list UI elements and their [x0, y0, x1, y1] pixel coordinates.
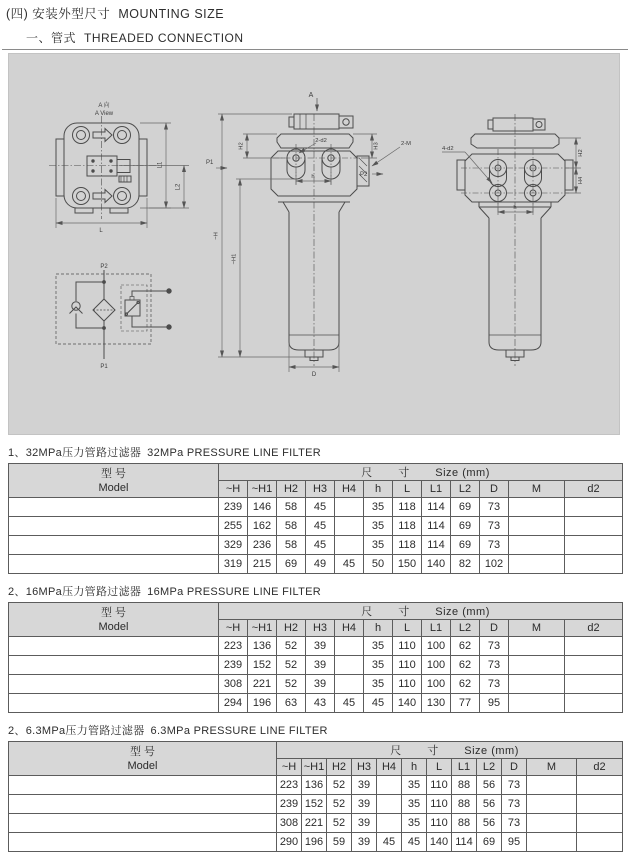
size-header-en: Size (mm): [464, 745, 519, 757]
model-header: [9, 603, 219, 637]
size-value-cell: 239: [219, 498, 248, 517]
column-header-L2: L2: [451, 620, 480, 637]
table-row: [9, 776, 623, 795]
size-value-cell: [509, 555, 565, 574]
model-cell: [9, 795, 277, 814]
size-value-cell: 114: [422, 498, 451, 517]
size-value-cell: 35: [402, 776, 427, 795]
size-value-cell: 69: [477, 833, 502, 852]
page-title: [6, 4, 630, 22]
model-cell: [9, 517, 219, 536]
size-value-cell: [335, 637, 364, 656]
caption-cn: 1、32MPa压力管路过滤器: [8, 447, 142, 459]
dim-h1-label: ~H1: [231, 253, 238, 265]
size-value-cell: 221: [248, 675, 277, 694]
size-value-cell: 56: [477, 795, 502, 814]
size-header-en: Size (mm): [435, 606, 490, 618]
caption-en: 32MPa PRESSURE LINE FILTER: [147, 447, 322, 459]
size-value-cell: 52: [277, 675, 306, 694]
side-view-drawing: [442, 114, 584, 366]
size-value-cell: 45: [335, 555, 364, 574]
size-value-cell: 50: [364, 555, 393, 574]
size-value-cell: 39: [352, 776, 377, 795]
column-header-L: L: [393, 481, 422, 498]
size-value-cell: 88: [452, 814, 477, 833]
size-value-cell: 221: [302, 814, 327, 833]
size-value-cell: 73: [502, 814, 527, 833]
size-value-cell: [377, 795, 402, 814]
dim-h2-label: H2: [238, 142, 245, 150]
dimension-table-32mpa: [8, 463, 623, 574]
size-header: [277, 742, 623, 759]
size-value-cell: [577, 776, 623, 795]
model-cell: [9, 555, 219, 574]
size-value-cell: 73: [480, 656, 509, 675]
size-value-cell: 39: [352, 814, 377, 833]
model-cell: [9, 833, 277, 852]
model-header-cn: 型 号: [100, 467, 127, 480]
size-value-cell: 110: [427, 776, 452, 795]
size-value-cell: 95: [480, 694, 509, 713]
port-p2-label: P2: [100, 264, 108, 270]
size-value-cell: 45: [335, 694, 364, 713]
model-cell: [9, 498, 219, 517]
column-header-H1: ~H1: [248, 481, 277, 498]
size-header-cn: 尺寸: [361, 606, 436, 618]
technical-drawing: [9, 54, 621, 434]
flow-arrow-icon: [93, 129, 112, 142]
size-value-cell: 136: [248, 637, 277, 656]
model-header: [9, 464, 219, 498]
size-value-cell: [335, 656, 364, 675]
size-value-cell: 35: [364, 498, 393, 517]
size-value-cell: 110: [393, 675, 422, 694]
column-header-h: h: [364, 620, 393, 637]
column-header-h: h: [402, 759, 427, 776]
size-value-cell: [565, 517, 623, 536]
drawing-panel: [8, 53, 620, 435]
size-value-cell: 100: [422, 656, 451, 675]
column-header-D: D: [480, 620, 509, 637]
size-value-cell: 319: [219, 555, 248, 574]
column-header-L2: L2: [451, 481, 480, 498]
size-value-cell: 196: [248, 694, 277, 713]
column-header-H4: H4: [335, 620, 364, 637]
column-header-H1: ~H1: [302, 759, 327, 776]
size-value-cell: 73: [480, 675, 509, 694]
size-value-cell: 73: [502, 795, 527, 814]
size-value-cell: 39: [306, 656, 335, 675]
table-row: [9, 675, 623, 694]
size-value-cell: [335, 498, 364, 517]
dimension-table-6mpa: [8, 741, 623, 852]
size-value-cell: 114: [422, 517, 451, 536]
size-value-cell: [527, 776, 577, 795]
column-header-M: M: [527, 759, 577, 776]
size-value-cell: 255: [219, 517, 248, 536]
model-cell: [9, 814, 277, 833]
model-cell: [9, 656, 219, 675]
caption-cn: 2、6.3MPa压力管路过滤器: [8, 725, 145, 737]
size-header: [219, 603, 623, 620]
dim-h-label: h: [513, 205, 517, 211]
size-value-cell: 56: [477, 776, 502, 795]
port-p1-label: P1: [100, 364, 108, 370]
size-value-cell: 35: [364, 517, 393, 536]
table-body: [9, 776, 623, 852]
divider: [2, 49, 628, 50]
size-value-cell: 239: [277, 795, 302, 814]
page-subtitle-cn: 一、管式: [26, 31, 77, 45]
size-value-cell: 294: [219, 694, 248, 713]
column-header-H: ~H: [277, 759, 302, 776]
column-header-L2: L2: [477, 759, 502, 776]
size-value-cell: [565, 637, 623, 656]
column-header-L: L: [393, 620, 422, 637]
size-value-cell: 290: [277, 833, 302, 852]
size-value-cell: 140: [427, 833, 452, 852]
table-body: [9, 498, 623, 574]
caption-cn: 2、16MPa压力管路过滤器: [8, 586, 142, 598]
column-header-H4: H4: [377, 759, 402, 776]
size-value-cell: 35: [364, 536, 393, 555]
size-value-cell: 82: [451, 555, 480, 574]
size-value-cell: 52: [327, 795, 352, 814]
size-value-cell: [377, 814, 402, 833]
model-cell: [9, 536, 219, 555]
size-value-cell: [335, 675, 364, 694]
size-value-cell: [577, 795, 623, 814]
size-value-cell: 110: [393, 656, 422, 675]
size-value-cell: 329: [219, 536, 248, 555]
table-row: [9, 656, 623, 675]
size-header-en: Size (mm): [435, 467, 490, 479]
size-value-cell: 110: [427, 795, 452, 814]
size-value-cell: 35: [364, 656, 393, 675]
a-view-label-cn: A 向: [98, 103, 110, 109]
column-header-d2: d2: [565, 481, 623, 498]
table-row: [9, 498, 623, 517]
page-title-cn: (四) 安装外型尺寸: [6, 7, 111, 21]
table-row: [9, 637, 623, 656]
model-header-cn: 型 号: [100, 606, 127, 619]
model-header-en: Model: [98, 620, 129, 633]
size-value-cell: 58: [277, 498, 306, 517]
model-cell: [9, 694, 219, 713]
size-value-cell: 140: [422, 555, 451, 574]
holes-4d2-label: 4-d2: [442, 146, 454, 152]
size-value-cell: [509, 656, 565, 675]
size-value-cell: 45: [306, 536, 335, 555]
size-value-cell: 150: [393, 555, 422, 574]
size-value-cell: 308: [277, 814, 302, 833]
size-value-cell: [509, 517, 565, 536]
size-value-cell: [527, 833, 577, 852]
bypass-line: [76, 282, 104, 301]
dim-h-total-label: ~H: [213, 232, 220, 240]
column-header-L1: L1: [452, 759, 477, 776]
table-row: [9, 814, 623, 833]
model-cell: [9, 637, 219, 656]
model-header-cn: 型 号: [129, 745, 156, 758]
size-value-cell: 43: [306, 694, 335, 713]
dim-h-label: h: [311, 174, 315, 180]
size-value-cell: [565, 498, 623, 517]
size-value-cell: [377, 776, 402, 795]
size-value-cell: 52: [327, 814, 352, 833]
table-row: [9, 555, 623, 574]
thread-2m-label: 2-M: [401, 141, 411, 147]
size-value-cell: 35: [364, 637, 393, 656]
table-caption: [8, 722, 630, 738]
size-value-cell: 308: [219, 675, 248, 694]
size-value-cell: 102: [480, 555, 509, 574]
size-value-cell: 118: [393, 517, 422, 536]
front-view-drawing: [206, 92, 411, 378]
size-value-cell: 152: [248, 656, 277, 675]
size-value-cell: [335, 536, 364, 555]
size-value-cell: [565, 555, 623, 574]
dim-h3-label: H3: [373, 142, 380, 150]
column-header-H1: ~H1: [248, 620, 277, 637]
size-value-cell: 73: [480, 637, 509, 656]
size-value-cell: 62: [451, 637, 480, 656]
size-value-cell: 59: [327, 833, 352, 852]
table-row: [9, 833, 623, 852]
table-row: [9, 536, 623, 555]
table-caption: [8, 444, 630, 460]
size-value-cell: 223: [277, 776, 302, 795]
size-value-cell: [527, 795, 577, 814]
size-value-cell: [565, 694, 623, 713]
size-value-cell: 88: [452, 795, 477, 814]
column-header-D: D: [502, 759, 527, 776]
table-section-16mpa: [0, 583, 630, 713]
port-p1-label: P1: [206, 160, 214, 166]
table-section-32mpa: [0, 444, 630, 574]
table-body: [9, 637, 623, 713]
column-header-d2: d2: [577, 759, 623, 776]
size-value-cell: 63: [277, 694, 306, 713]
size-value-cell: 152: [302, 795, 327, 814]
size-value-cell: 114: [422, 536, 451, 555]
column-header-H2: H2: [277, 620, 306, 637]
size-value-cell: 239: [219, 656, 248, 675]
size-value-cell: 95: [502, 833, 527, 852]
size-value-cell: 118: [393, 498, 422, 517]
dimension-table-16mpa: [8, 602, 623, 713]
size-value-cell: 45: [377, 833, 402, 852]
size-value-cell: [577, 833, 623, 852]
column-header-H2: H2: [327, 759, 352, 776]
size-value-cell: 73: [480, 536, 509, 555]
column-header-H4: H4: [335, 481, 364, 498]
size-value-cell: 73: [502, 776, 527, 795]
column-header-L1: L1: [422, 481, 451, 498]
column-header-H3: H3: [352, 759, 377, 776]
table-section-6mpa: [0, 722, 630, 852]
model-cell: [9, 776, 277, 795]
size-value-cell: 130: [422, 694, 451, 713]
size-value-cell: [335, 517, 364, 536]
size-value-cell: 88: [452, 776, 477, 795]
size-value-cell: 100: [422, 637, 451, 656]
model-header: [9, 742, 277, 776]
table-caption: [8, 583, 630, 599]
ports-2d2-label: 2-d2: [315, 138, 327, 144]
size-value-cell: 58: [277, 517, 306, 536]
size-value-cell: 69: [451, 498, 480, 517]
model-header-en: Model: [127, 759, 158, 772]
table-row: [9, 795, 623, 814]
check-valve-icon: [72, 302, 80, 310]
size-value-cell: 45: [402, 833, 427, 852]
dim-h2-label: H2: [578, 149, 584, 157]
size-value-cell: 100: [422, 675, 451, 694]
size-value-cell: [527, 814, 577, 833]
size-value-cell: [509, 694, 565, 713]
model-cell: [9, 675, 219, 694]
section-arrow-label: A: [308, 92, 314, 99]
size-value-cell: 45: [364, 694, 393, 713]
size-value-cell: 69: [451, 536, 480, 555]
model-header-en: Model: [98, 481, 129, 494]
size-value-cell: [565, 656, 623, 675]
dim-h4-label: H4: [578, 176, 584, 185]
size-value-cell: [509, 675, 565, 694]
size-value-cell: 69: [451, 517, 480, 536]
port-p2-label: P2: [360, 172, 368, 178]
size-value-cell: 56: [477, 814, 502, 833]
a-view-drawing: [49, 101, 189, 234]
size-value-cell: 136: [302, 776, 327, 795]
size-value-cell: 73: [480, 498, 509, 517]
size-value-cell: 114: [452, 833, 477, 852]
flow-arrow-icon: [93, 190, 112, 203]
size-header-cn: 尺寸: [390, 745, 465, 757]
size-value-cell: 110: [427, 814, 452, 833]
size-value-cell: 62: [451, 675, 480, 694]
size-header-cn: 尺寸: [361, 467, 436, 479]
size-value-cell: [509, 498, 565, 517]
size-value-cell: 118: [393, 536, 422, 555]
size-value-cell: 35: [402, 795, 427, 814]
a-view-label-en: A View: [94, 111, 114, 117]
page-header: [0, 0, 630, 46]
dim-l2-label: L2: [175, 183, 182, 191]
size-value-cell: 236: [248, 536, 277, 555]
column-header-L1: L1: [422, 620, 451, 637]
column-header-M: M: [509, 481, 565, 498]
table-row: [9, 517, 623, 536]
size-value-cell: [565, 675, 623, 694]
column-header-d2: d2: [565, 620, 623, 637]
size-value-cell: 52: [277, 656, 306, 675]
page-title-en: MOUNTING SIZE: [118, 7, 225, 21]
size-value-cell: 110: [393, 637, 422, 656]
size-value-cell: 77: [451, 694, 480, 713]
dim-d-label: D: [311, 372, 317, 378]
column-header-H3: H3: [306, 620, 335, 637]
column-header-h: h: [364, 481, 393, 498]
page-subtitle: [26, 29, 630, 46]
size-value-cell: 196: [302, 833, 327, 852]
page-subtitle-en: THREADED CONNECTION: [84, 31, 244, 45]
size-value-cell: 69: [277, 555, 306, 574]
size-value-cell: 39: [306, 675, 335, 694]
size-value-cell: 52: [277, 637, 306, 656]
column-header-H: ~H: [219, 481, 248, 498]
column-header-H2: H2: [277, 481, 306, 498]
size-value-cell: [577, 814, 623, 833]
size-value-cell: 39: [352, 833, 377, 852]
size-value-cell: 39: [352, 795, 377, 814]
size-value-cell: 62: [451, 656, 480, 675]
dim-l-label: L: [99, 228, 103, 234]
size-value-cell: 223: [219, 637, 248, 656]
caption-en: 6.3MPa PRESSURE LINE FILTER: [150, 725, 328, 737]
column-header-D: D: [480, 481, 509, 498]
size-value-cell: 146: [248, 498, 277, 517]
size-value-cell: 39: [306, 637, 335, 656]
size-value-cell: [509, 637, 565, 656]
size-value-cell: [509, 536, 565, 555]
size-value-cell: 35: [364, 675, 393, 694]
column-header-L: L: [427, 759, 452, 776]
caption-en: 16MPa PRESSURE LINE FILTER: [147, 586, 322, 598]
size-value-cell: 52: [327, 776, 352, 795]
column-header-H: ~H: [219, 620, 248, 637]
size-value-cell: 35: [402, 814, 427, 833]
dim-l1-label: L1: [157, 161, 164, 169]
size-value-cell: 215: [248, 555, 277, 574]
column-header-H3: H3: [306, 481, 335, 498]
size-value-cell: 73: [480, 517, 509, 536]
size-value-cell: 58: [277, 536, 306, 555]
size-header: [219, 464, 623, 481]
size-value-cell: 45: [306, 498, 335, 517]
size-value-cell: 45: [306, 517, 335, 536]
column-header-M: M: [509, 620, 565, 637]
hydraulic-schematic: [56, 264, 171, 370]
size-value-cell: 140: [393, 694, 422, 713]
size-value-cell: 162: [248, 517, 277, 536]
size-value-cell: [565, 536, 623, 555]
table-row: [9, 694, 623, 713]
size-value-cell: 49: [306, 555, 335, 574]
